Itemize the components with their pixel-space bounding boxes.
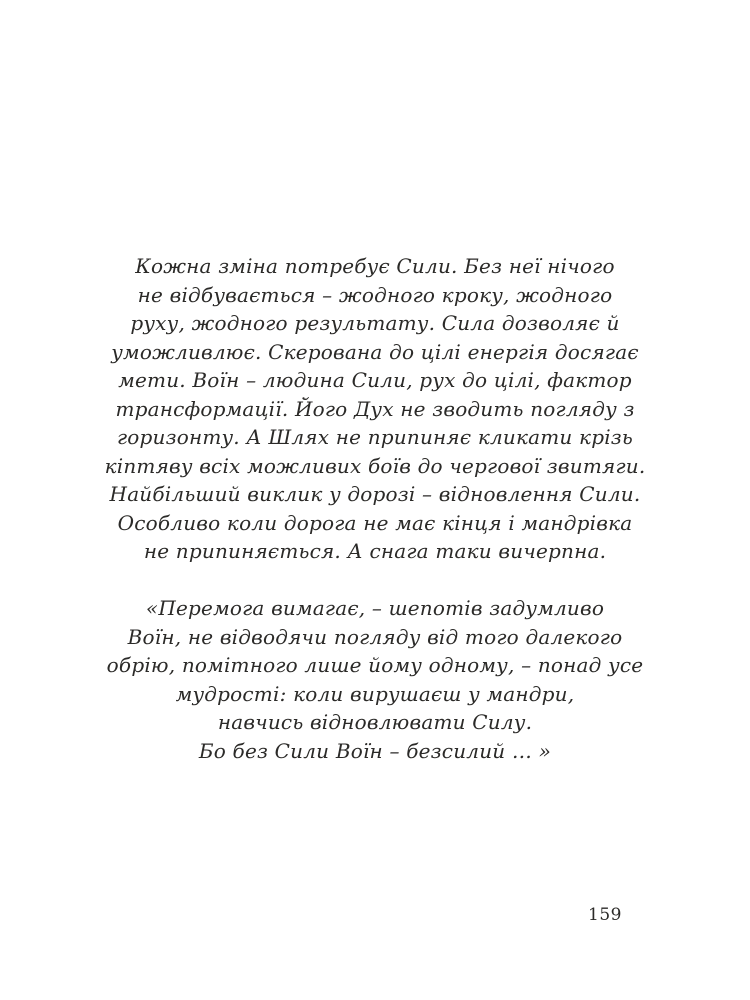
text-line: руху, жодного результату. Сила дозволяє й bbox=[130, 311, 620, 335]
text-block bbox=[75, 252, 675, 765]
text-line: горизонту. А Шлях не припиняє кликати крізь bbox=[116, 425, 633, 449]
text-line: Кожна зміна потребує Сили. Без неї нічого bbox=[135, 254, 615, 278]
text-line: не припиняється. А снага таки вичерпна. bbox=[143, 539, 607, 563]
text-line: мети. Воїн – людина Сили, рух до цілі, фактор bbox=[118, 368, 632, 392]
text-line: Бо без Сили Воїн – безсилий … » bbox=[198, 738, 552, 763]
text-line: обрію, помітного лише йому одному, – понад усе bbox=[106, 653, 644, 677]
paragraph-1 bbox=[75, 252, 675, 566]
text-line: трансформації. Його Дух не зводить погляду з bbox=[115, 396, 635, 421]
text-line: кіптяву всіх можливих боїв до чергової звитяги. bbox=[104, 453, 646, 478]
text-line: Найбільший виклик у дорозі – відновлення Сили. bbox=[109, 482, 641, 506]
text-line: навчись відновлювати Силу. bbox=[217, 710, 533, 734]
text-line: уможливлює. Скерована до цілі енергія досягає bbox=[111, 339, 639, 364]
text-line: Воїн, не відводячи погляду від того далекого bbox=[127, 624, 623, 649]
quote-paragraph bbox=[75, 594, 675, 765]
text-line: мудрості: коли вирушаєш у мандри, bbox=[175, 681, 575, 706]
text-line: Особливо коли дорога не має кінця і мандрівка bbox=[117, 510, 633, 535]
text-line: не відбувається – жодного кроку, жодного bbox=[137, 282, 613, 307]
page-number: 159 bbox=[588, 905, 622, 925]
text-line: «Перемога вимагає, – шепотів задумливо bbox=[145, 596, 605, 620]
